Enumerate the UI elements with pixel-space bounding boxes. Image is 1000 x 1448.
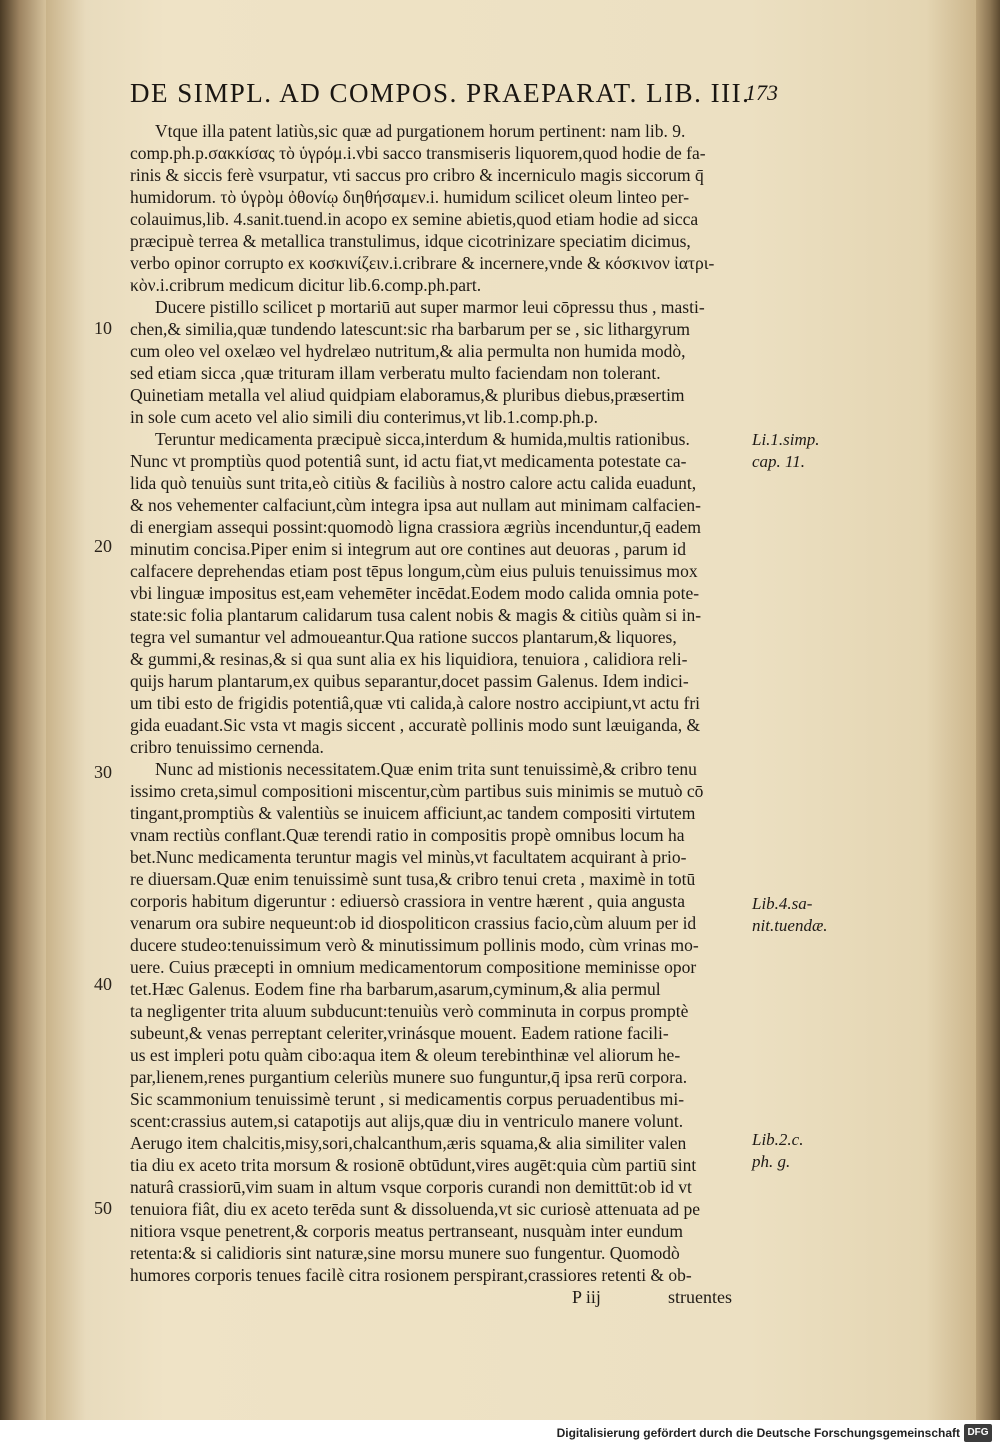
text-line: tenuiora fiât, diu ex aceto terēda sunt & dissoluenda,vt sic curiosè attenuata ad pe: [130, 1199, 701, 1219]
text-line: state:sic folia plantarum calidarum tusa calent nobis & magis & citiùs quàm si in-: [130, 605, 702, 625]
text-line: Nunc vt promptiùs quod potentiâ sunt, id actu fiat,vt medicamenta potestate ca-: [130, 451, 687, 471]
text-line: gida euadant.Sic vsta vt magis siccent , accuratè pollinis modo sunt læuiganda, &: [130, 715, 701, 735]
text-line: subeunt,& venas perreptant celeriter,vrinásque mouent. Eadem ratione facili-: [130, 1023, 669, 1043]
text-line: quijs harum plantarum,ex quibus separantur,docet passim Galenus. Idem indici-: [130, 671, 689, 691]
text-line: us est impleri potu quàm cibo:aqua item & oleum terebinthinæ vel aliorum he-: [130, 1045, 681, 1065]
text-line: cum oleo vel oxelæo vel hydrelæo nutritum,& alia permulta non humida modò,: [130, 341, 686, 361]
dfg-logo: DFG: [964, 1424, 992, 1442]
text-line: Nunc ad mistionis necessitatem.Quæ enim trita sunt tenuissimè,& cribro tenu: [155, 759, 697, 779]
text-line: humores corporis tenues facilè citra rosionem perspirant,crassiores retenti & ob-: [130, 1265, 692, 1285]
line-number-50: 50: [94, 1198, 112, 1218]
text-line: issimo creta,simul compositioni miscentur,cùm partibus suis minimis se mutuò cō: [130, 781, 704, 801]
text-line: ducere studeo:tenuissimum verò & minutissimum pollinis modo, cùm vrinas mo-: [130, 935, 699, 955]
line-number-30: 30: [94, 762, 112, 782]
text-line: Vtque illa patent latiùs,sic quæ ad purgationem horum pertinent: nam lib. 9.: [155, 121, 686, 141]
margin-note: Lib.4.sa-: [752, 894, 813, 913]
text-line: chen,& similia,quæ tundendo latescunt:sic rha barbarum per se , sic lithargyrum: [130, 319, 691, 339]
text-line: re diuersam.Quæ enim tenuissimè sunt tusa,& cribro tenui creta , maximè in totū: [130, 869, 696, 889]
margin-note: cap. 11.: [752, 452, 806, 471]
text-line: ta negligenter trita aluum subducunt:tenuiùs verò comminuta in corpus promptè: [130, 1001, 689, 1021]
text-line: tet.Hæc Galenus. Eodem fine rha barbarum,asarum,cyminum,& alia permul: [130, 979, 661, 999]
footer-bar: [0, 1420, 1000, 1448]
margin-note: nit.tuendæ.: [752, 916, 828, 935]
text-line: præcipuè terrea & metallica transtulimus, idque cicotrinizare speciatim dicimus,: [130, 231, 691, 251]
running-head: DE SIMPL. AD COMPOS. PRAEPARAT. LIB. III.: [130, 78, 751, 108]
text-line: bet.Nunc medicamenta teruntur magis vel minùs,vt facultatem acquirant à prio-: [130, 847, 687, 867]
text-line: par,lienem,renes purgantium celeriùs munere suo funguntur,q̄ ipsa rerū corpora.: [130, 1067, 688, 1087]
text-line: Teruntur medicamenta præcipuè sicca,interdum & humida,multis rationibus.: [155, 429, 690, 449]
line-number-20: 20: [94, 536, 112, 556]
text-line: & nos vehementer calfaciunt,cùm integra ipsa aut nullam aut minimam calfacien-: [130, 495, 701, 515]
text-line: humidorum. τὸ ὑγρὸμ ὀθονίῳ διηθήσαμεν.i. humidum scilicet oleum linteo per-: [130, 187, 690, 207]
text-line: uere. Cuius præcepti in omnium medicamentorum compositione meminisse opor: [130, 957, 697, 977]
signature-mark: P iij: [572, 1287, 601, 1307]
page-number: 173: [745, 80, 778, 105]
text-line: & gummi,& resinas,& si qua sunt alia ex his liquidiora, tenuiora , calidiora reli-: [130, 649, 688, 669]
text-line: comp.ph.p.σακκίσας τὸ ὑγρόμ.i.vbi sacco transmiseris liquorem,quod hodie de fa-: [130, 143, 706, 163]
text-line: tegra vel sumantur vel admoueantur.Qua ratione succos plantarum,& liquores,: [130, 627, 677, 647]
text-line: vnam rectiùs conflant.Quæ terendi ratio in compositis propè omnibus locum ha: [130, 825, 685, 845]
text-line: verbo opinor corrupto ex κοσκινίζειν.i.cribrare & incernere,vnde & κόσκινον ἰατρι-: [130, 253, 715, 273]
text-line: Ducere pistillo scilicet p mortariū aut super marmor leui cōpressu thus , masti-: [155, 297, 705, 317]
text-line: vbi linguæ impositus est,eam vehemēter incēdat.Eodem modo calida omnia pote-: [130, 583, 700, 603]
text-line: lida quò tenuiùs sunt trita,eò citiùs & faciliùs à nostro calore actu calida euadunt,: [130, 473, 697, 493]
text-line: in sole cum aceto vel alio simili diu conterimus,vt lib.1.comp.ph.p.: [130, 407, 599, 427]
text-line: rinis & siccis ferè vsurpatur, vti saccus pro cribro & incerniculo magis siccorum q̄: [130, 165, 704, 185]
text-line: tia diu ex aceto trita morsum & rosionē obtūdunt,vires augēt:quia cùm partiū sint: [130, 1155, 697, 1175]
text-line: scent:crassius autem,si catapotijs aut alijs,quæ diu in ventriculo manere volunt.: [130, 1111, 684, 1131]
text-line: cribro tenuissimo cernenda.: [130, 737, 324, 757]
margin-note: Li.1.simp.: [752, 430, 820, 449]
text-line: tingant,promptiùs & valentiùs se inuicem afficiunt,ac tandem compositi virtutem: [130, 803, 696, 823]
line-number-40: 40: [94, 974, 112, 994]
text-line: venarum ora subire nequeunt:ob id diospoliticon crassius facio,cùm aluum per id: [130, 913, 697, 933]
text-line: nitiora vsque penetrent,& corporis meatus pertranseant, nusquàm inter eundum: [130, 1221, 684, 1241]
text-line: sed etiam sicca ,quæ trituram illam verberatu multo faciendam non tolerant.: [130, 363, 661, 383]
text-line: naturâ crassiorū,vim suam in altum vsque corporis curandi non demittūt:ob id vt: [130, 1177, 692, 1197]
text-line: Sic scammonium tenuissimè terunt , si medicamentis corpus peruadentibus mi-: [130, 1089, 685, 1109]
text-line: κὸν.i.cribrum medicum dicitur lib.6.comp.ph.part.: [130, 275, 482, 295]
text-line: corporis habitum digeruntur : ediuersò crassiora in ventre hærent , quia angusta: [130, 891, 685, 911]
text-line: Aerugo item chalcitis,misy,sori,chalcanthum,æris squama,& alia similiter valen: [130, 1133, 687, 1153]
funding-credit: Digitalisierung gefördert durch die Deutsche Forschungsgemeinschaft: [556, 1426, 960, 1440]
text-line: um tibi esto de frigidis potentiâ,quæ vti calida,à calore nostro accipiunt,vt actu fri: [130, 693, 701, 713]
text-line: colauimus,lib. 4.sanit.tuend.in acopo ex semine abietis,quod etiam hodie ad sicca: [130, 209, 699, 229]
text-line: retenta:& si calidioris sint naturæ,sine morsu munere suo fungentur. Quomodò: [130, 1243, 680, 1263]
margin-note: Lib.2.c.: [752, 1130, 804, 1149]
line-number-10: 10: [94, 318, 112, 338]
text-line: Quinetiam metalla vel aliud quidpiam elaboramus,& pluribus diebus,præsertim: [130, 385, 685, 405]
facing-page-edge: [0, 0, 48, 1420]
text-line: di energiam assequi possint:quomodò ligna crassiora ægriùs incenduntur,q̄ eadem: [130, 517, 702, 537]
margin-note: ph. g.: [752, 1152, 791, 1171]
catchword: struentes: [668, 1287, 732, 1307]
text-line: minutim concisa.Piper enim si integrum aut ore contines aut deuoras , parum id: [130, 539, 686, 559]
text-line: calfacere deprehendas etiam post tēpus longum,cùm eius puluis tenuissimus mox: [130, 561, 698, 581]
page-fore-edge: [976, 0, 1000, 1420]
